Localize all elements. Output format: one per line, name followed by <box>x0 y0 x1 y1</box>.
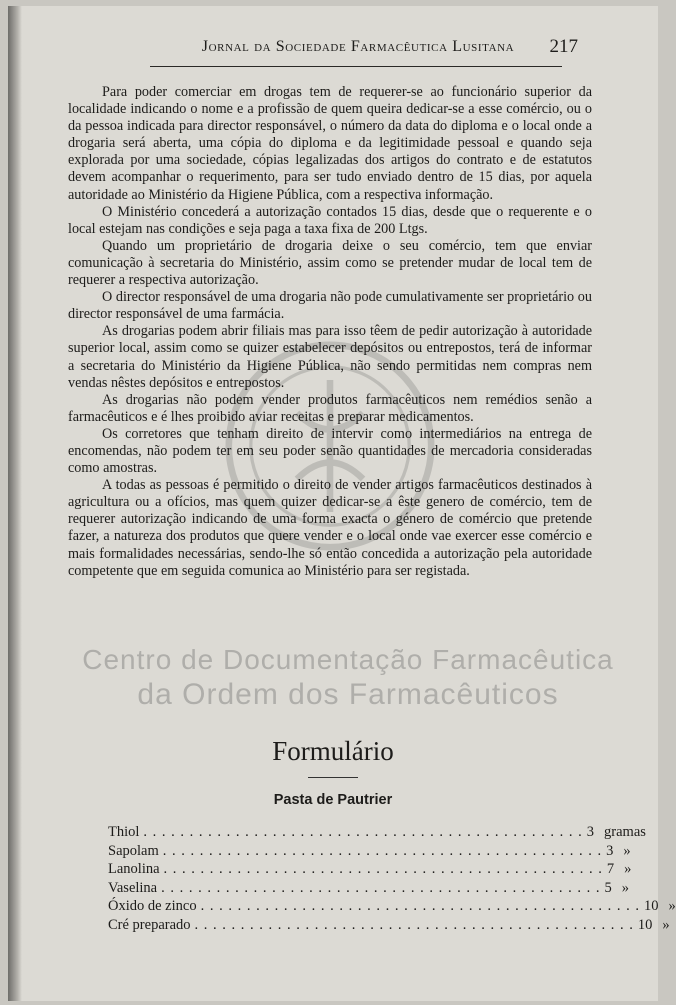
ingredient-unit: » <box>668 898 676 915</box>
ingredient-quantity: 10 <box>643 898 659 915</box>
section-title: Formulário <box>272 736 394 766</box>
ingredient-unit: gramas <box>604 824 646 840</box>
paragraph: As drogarias podem abrir filiais mas para isso têem de pedir autorização à autoridade superior local, assim como se quizer estabelecer depósitos ou entrepostos, terá de informar a secretaria do Ministério da Higiene Pública, não sendo permitidas nem compras nem vendas nêstes depósitos e entrepostos. <box>68 323 592 391</box>
watermark-line-1: Centro de Documentação Farmacêutica <box>82 644 614 675</box>
paragraph: Os corretores que tenham direito de intervir como intermediários na entrega de encomendas, não podem ter em seu poder senão quantidades de mercadoria consideradas como amostras. <box>68 425 592 477</box>
journal-page <box>8 6 676 1001</box>
ingredient-unit: » <box>621 879 629 896</box>
paragraph: O director responsável de uma drogaria não pode cumulativamente ser proprietário ou director responsável de uma farmácia. <box>68 289 592 323</box>
leader-dots: . . . . . . . . . . . . . . . . . . . . . . . . . . . . . . . . . . . . . . . . . . . . . . . . <box>163 861 603 878</box>
section-title-divider <box>308 777 358 778</box>
leader-dots: . . . . . . . . . . . . . . . . . . . . . . . . . . . . . . . . . . . . . . . . . . . . . . . . <box>161 879 601 896</box>
ingredient-unit: » <box>624 861 632 878</box>
ingredient-quantity: 5 <box>604 879 612 896</box>
ingredient-name: Sapolam <box>108 842 159 859</box>
ingredient-name: Lanolina <box>108 861 160 878</box>
ingredient-unit: » <box>662 916 670 933</box>
leader-dots: . . . . . . . . . . . . . . . . . . . . . . . . . . . . . . . . . . . . . . . . . . . . . . . . <box>194 916 634 933</box>
ingredient-quantity: 10 <box>637 916 653 933</box>
ingredient-row <box>108 916 670 936</box>
paragraph: A todas as pessoas é permitido o direito de vender artigos farmacêuticos destinados à agricultura ou a ofícios, mas quem quizer dedicar-se a êste genero de comércio, tem de requerer autorização indicando de uma forma exacta o género de comércio que pretende fazer, a natureza dos produtos que quere vender e o local onde vae exercer esse comércio e mais formalidades necessárias, sendo-lhe só então concedida a autorização pela autoridade competente que em seguida comunica ao Ministério para ser registada. <box>68 477 592 579</box>
running-header: Jornal da Sociedade Farmacêutica Lusitana <box>201 38 515 55</box>
ingredient-list <box>108 824 676 936</box>
ingredient-row <box>108 898 676 917</box>
page-number: 217 <box>549 36 578 57</box>
page-gutter-shadow <box>8 6 22 1001</box>
ingredient-quantity: 3 <box>586 824 595 840</box>
ingredient-name: Óxido de zinco <box>108 898 197 915</box>
paragraph: Para poder comerciar em drogas tem de requerer-se ao funcionário superior da localidade indicando o nome e a profissão de quem queira dedicar-se a esse comércio, ou o da pessoa indicada para director responsável, o número da data do diploma e o local onde a drogaria será aberta, uma cópia do diploma e da legitimidade pessoal e quando seja explorada por uma sociedade, cópias legalizadas dos artigos do contrato e de estatutos devem acompanhar o requerimento, para ser tudo enviado dentro de 15 dias, por aquela autoridade ao Ministério da Higiene Pública, com a respectiva informação. <box>68 84 592 203</box>
ingredient-name: Thiol <box>108 824 140 840</box>
paragraph: Quando um proprietário de drogaria deixe o seu comércio, tem que enviar comunicação à secretaria do Ministério, assim como se pretender mudar de local tem de requerer a respectiva autorização. <box>68 237 592 289</box>
ingredient-quantity: 3 <box>606 842 614 859</box>
ingredient-quantity: 7 <box>606 861 615 878</box>
header-divider <box>150 66 562 67</box>
ingredient-row <box>108 879 629 899</box>
article-body <box>68 84 592 580</box>
ingredient-row <box>108 824 646 843</box>
paragraph: O Ministério concederá a autorização contados 15 dias, desde que o requerente e o local estejam nas condições e seja paga a taxa fixa de 200 Ltgs. <box>68 203 592 237</box>
leader-dots: . . . . . . . . . . . . . . . . . . . . . . . . . . . . . . . . . . . . . . . . . . . . . . . . <box>200 898 640 915</box>
ingredient-name: Cré preparado <box>108 916 191 933</box>
watermark-line-2: da Ordem dos Farmacêuticos <box>137 678 559 711</box>
watermark <box>38 644 658 712</box>
recipe-title: Pasta de Pautrier <box>273 792 393 808</box>
ingredient-row <box>108 842 631 862</box>
ingredient-name: Vaselina <box>108 879 158 896</box>
leader-dots: . . . . . . . . . . . . . . . . . . . . . . . . . . . . . . . . . . . . . . . . . . . . . . . . <box>143 824 583 840</box>
paragraph: As drogarias não podem vender produtos farmacêuticos nem remédios senão a farmacêuticos e é lhes proibido aviar receitas e preparar medicamentos. <box>68 391 592 425</box>
ingredient-row <box>108 861 632 880</box>
leader-dots: . . . . . . . . . . . . . . . . . . . . . . . . . . . . . . . . . . . . . . . . . . . . . . . . <box>162 842 603 859</box>
ingredient-unit: » <box>623 842 631 859</box>
